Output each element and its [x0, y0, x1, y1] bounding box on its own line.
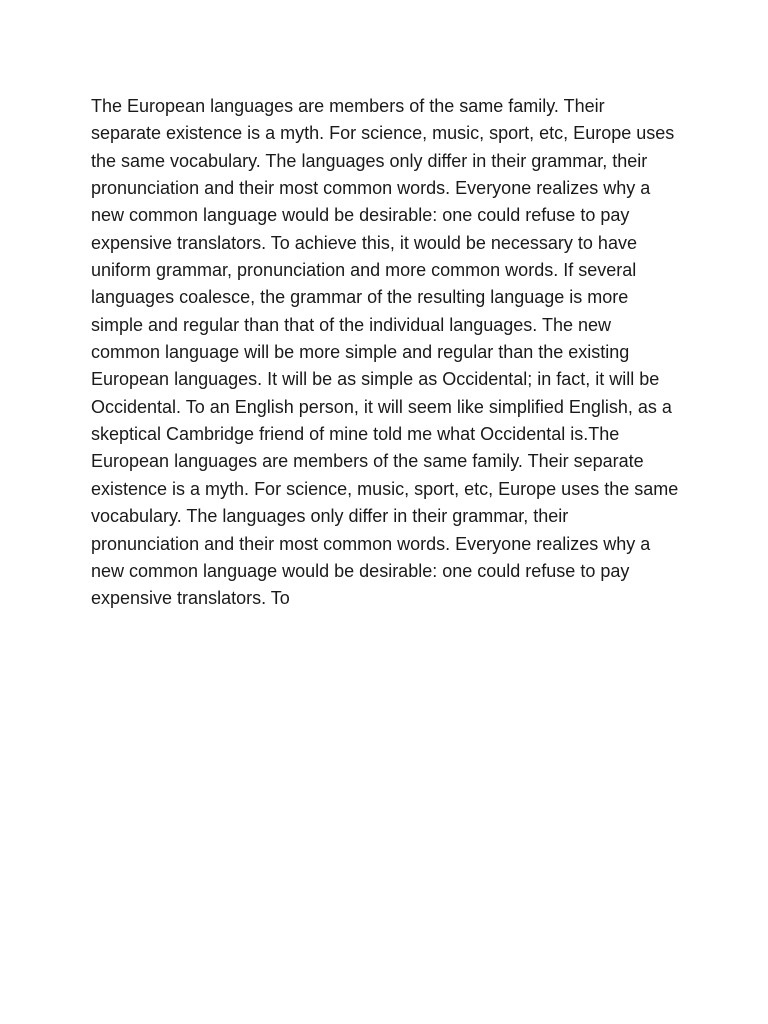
- text-line: vocabulary. The languages only differ in their grammar, their: [91, 506, 569, 527]
- text-line: pronunciation and their most common words. Everyone realizes why a: [91, 178, 651, 199]
- text-line: the same vocabulary. The languages only differ in their grammar, their: [91, 150, 648, 171]
- text-line: The European languages are members of the same family. Their: [91, 96, 605, 116]
- text-line: expensive translators. To achieve this, it would be necessary to have: [91, 232, 637, 253]
- body-paragraph: [91, 93, 691, 613]
- text-line: European languages. It will be as simple as Occidental; in fact, it will be: [91, 369, 660, 390]
- text-line: Occidental. To an English person, it will seem like simplified English, as a: [91, 396, 672, 417]
- text-line: new common language would be desirable: one could refuse to pay: [91, 560, 630, 581]
- text-line: existence is a myth. For science, music, sport, etc, Europe uses the same: [91, 478, 679, 499]
- text-line: separate existence is a myth. For science, music, sport, etc, Europe uses: [91, 123, 675, 144]
- text-line: languages coalesce, the grammar of the resulting language is more: [91, 287, 629, 308]
- text-line: pronunciation and their most common words. Everyone realizes why a: [91, 533, 651, 554]
- text-line: new common language would be desirable: one could refuse to pay: [91, 205, 630, 226]
- text-line: European languages are members of the same family. Their separate: [91, 451, 644, 472]
- text-line: skeptical Cambridge friend of mine told me what Occidental is.The: [91, 424, 620, 445]
- text-line: uniform grammar, pronunciation and more common words. If several: [91, 260, 637, 281]
- text-line: simple and regular than that of the individual languages. The new: [91, 314, 612, 335]
- text-line: expensive translators. To: [91, 588, 290, 609]
- text-line: common language will be more simple and regular than the existing: [91, 342, 630, 363]
